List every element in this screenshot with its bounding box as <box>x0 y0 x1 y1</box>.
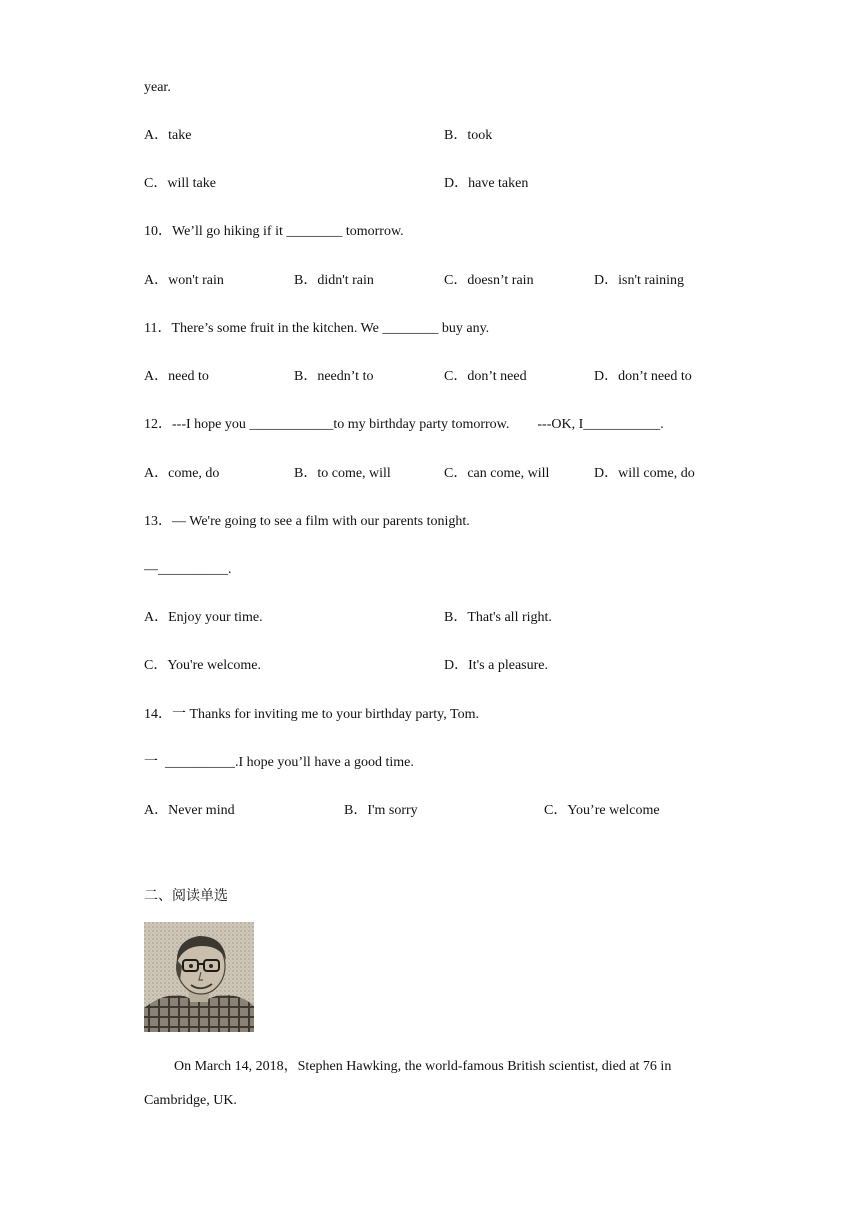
q11-option-b: B．needn’t to <box>294 369 374 384</box>
q11-option-c: C．don’t need <box>444 369 527 384</box>
q13-option-d: D．It's a pleasure. <box>444 658 548 673</box>
q13-option-b: B．That's all right. <box>444 610 552 625</box>
question-11: 11．There’s some fruit in the kitchen. We ________ buy any. <box>144 321 490 336</box>
question-9-tail: year. <box>144 80 171 95</box>
q14-option-a: A．Never mind <box>144 803 235 818</box>
question-14-reply: 一 __________.I hope you’ll have a good time. <box>144 755 414 770</box>
q11-option-a: A．need to <box>144 369 209 384</box>
reading-paragraph-line-2: Cambridge, UK. <box>144 1093 237 1108</box>
q11-option-d: D．don’t need to <box>594 369 692 384</box>
q9-option-a: A．take <box>144 128 192 143</box>
portrait-illustration <box>144 922 254 1032</box>
q10-option-d: D．isn't raining <box>594 273 685 288</box>
q13-option-a: A．Enjoy your time. <box>144 610 263 625</box>
q13-option-c: C．You're welcome. <box>144 658 261 673</box>
question-13: 13．— We're going to see a film with our parents tonight. <box>144 514 470 529</box>
section-heading: 二、阅读单选 <box>144 888 228 904</box>
q12-option-c: C．can come, will <box>444 466 550 481</box>
question-14: 14．一 Thanks for inviting me to your birthday party, Tom. <box>144 707 479 722</box>
q14-option-c: C．You’re welcome <box>544 803 660 818</box>
q12-option-d: D．will come, do <box>594 466 695 481</box>
q12-option-a: A．come, do <box>144 466 220 481</box>
portrait-image <box>144 922 254 1032</box>
question-13-reply: —__________. <box>144 562 232 577</box>
q9-option-b: B．took <box>444 128 493 143</box>
q10-option-c: C．doesn’t rain <box>444 273 534 288</box>
question-10: 10．We’ll go hiking if it ________ tomorrow. <box>144 224 404 239</box>
q9-option-d: D．have taken <box>444 176 529 191</box>
q14-option-b: B．I'm sorry <box>344 803 418 818</box>
q10-option-a: A．won't rain <box>144 273 224 288</box>
question-12: 12．---I hope you ____________to my birthday party tomorrow. ---OK, I___________. <box>144 417 664 432</box>
q12-option-b: B．to come, will <box>294 466 391 481</box>
reading-paragraph-line-1: On March 14, 2018，Stephen Hawking, the world-famous British scientist, died at 76 in <box>174 1059 672 1074</box>
q10-option-b: B．didn't rain <box>294 273 374 288</box>
q9-option-c: C．will take <box>144 176 216 191</box>
